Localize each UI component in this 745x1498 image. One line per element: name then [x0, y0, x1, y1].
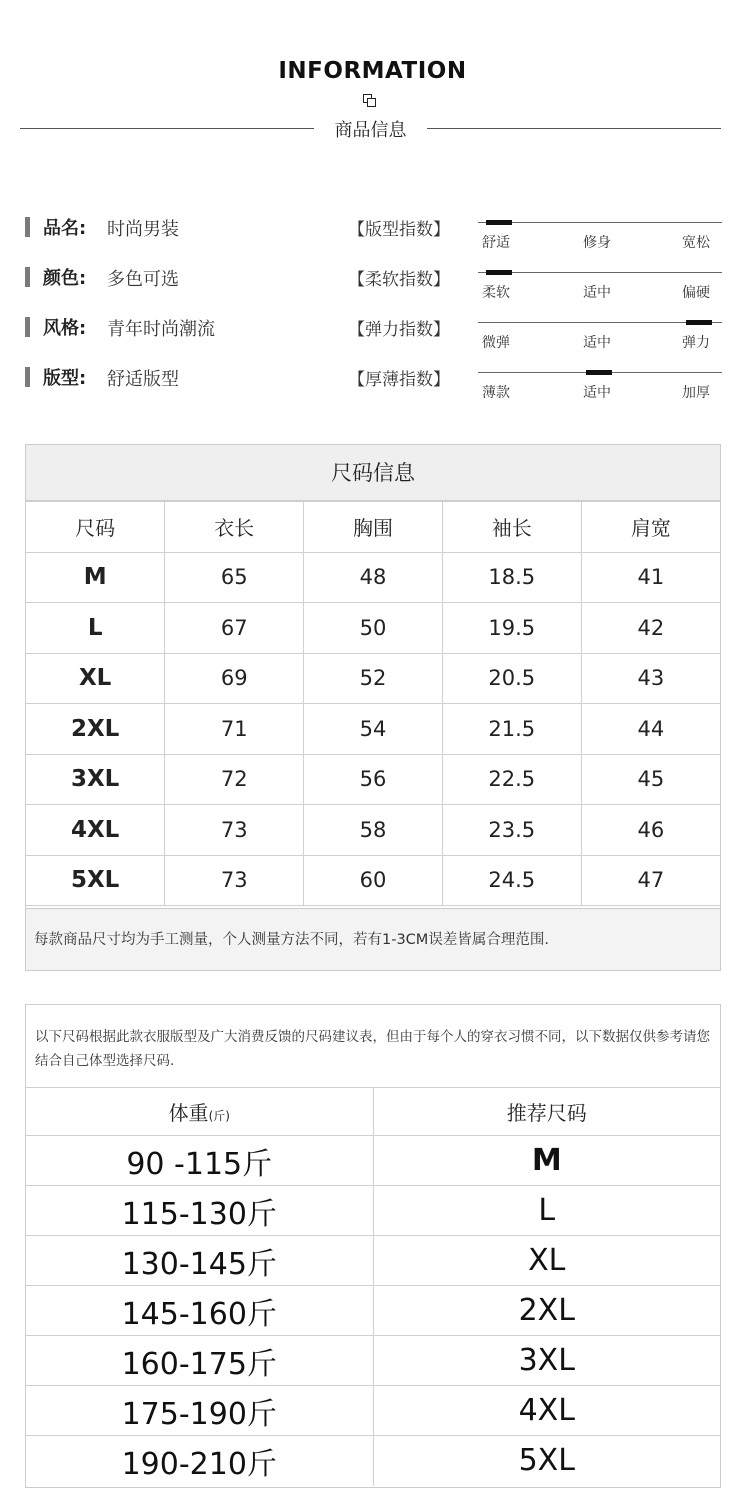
column-header: 衣长: [165, 502, 304, 553]
section-subtitle: 商品信息: [334, 120, 407, 141]
table-cell: 21.5: [442, 704, 581, 755]
scale-option: 适中: [583, 385, 611, 401]
table-cell: 73: [165, 855, 304, 906]
size-info-panel: [25, 444, 721, 971]
recommended-size-cell: 3XL: [373, 1336, 720, 1386]
column-header-size: 推荐尺码: [373, 1088, 720, 1136]
bullet-bar: [25, 267, 30, 287]
weight-cell: 115-130斤: [26, 1186, 373, 1236]
scale-option: 柔软: [482, 285, 510, 301]
info-value: 青年时尚潮流: [107, 319, 215, 340]
table-row: [26, 1136, 720, 1186]
info-value: 多色可选: [107, 269, 179, 290]
scale-fit: [478, 220, 722, 250]
table-cell: 41: [581, 552, 720, 603]
recommended-size-cell: L: [373, 1186, 720, 1236]
column-header: 袖长: [442, 502, 581, 553]
recommendation-note: 以下尺码根据此款衣服版型及广大消费反馈的尺码建议表，但由于每个人的穿衣习惯不同，以下数据仅供参考请您结合自己体型选择尺码.: [35, 1029, 710, 1069]
table-header-row: [26, 1088, 720, 1136]
table-cell: 54: [304, 704, 443, 755]
table-row: [26, 704, 720, 755]
table-row: [26, 552, 720, 603]
page-title: INFORMATION: [278, 58, 467, 84]
info-row-fit: [25, 362, 355, 392]
recommendation-table: [26, 1087, 720, 1486]
size-cell: XL: [26, 653, 165, 704]
size-cell: 2XL: [26, 704, 165, 755]
table-row: [26, 1186, 720, 1236]
measurement-note: 每款商品尺寸均为手工测量，个人测量方法不同，若有1-3CM误差皆属合理范围.: [26, 908, 720, 970]
table-cell: 58: [304, 805, 443, 856]
recommended-size-cell: M: [373, 1136, 720, 1186]
scale-marker: [486, 220, 512, 225]
table-cell: 67: [165, 603, 304, 654]
size-table: [26, 501, 720, 906]
scale-softness: [478, 270, 722, 300]
table-row: [26, 1336, 720, 1386]
scale-label-thickness: 【厚薄指数】: [348, 370, 450, 390]
table-cell: 60: [304, 855, 443, 906]
weight-cell: 190-210斤: [26, 1436, 373, 1486]
scale-label-fit: 【版型指数】: [348, 220, 450, 240]
table-cell: 52: [304, 653, 443, 704]
table-header-row: [26, 502, 720, 553]
table-cell: 48: [304, 552, 443, 603]
scale-marker: [586, 370, 612, 375]
info-label: 版型:: [43, 368, 87, 389]
info-label: 风格:: [43, 318, 87, 339]
bullet-bar: [25, 217, 30, 237]
header-divider-right: [427, 128, 721, 129]
size-cell: L: [26, 603, 165, 654]
bullet-bar: [25, 367, 30, 387]
weight-cell: 160-175斤: [26, 1336, 373, 1386]
weight-cell: 145-160斤: [26, 1286, 373, 1336]
info-row-name: [25, 212, 355, 242]
table-cell: 44: [581, 704, 720, 755]
weight-cell: 90 -115斤: [26, 1136, 373, 1186]
scale-option: 宽松: [682, 235, 710, 251]
info-value: 舒适版型: [107, 369, 179, 390]
scale-option: 修身: [583, 235, 611, 251]
weight-cell: 130-145斤: [26, 1236, 373, 1286]
scale-option: 加厚: [682, 385, 710, 401]
scale-option: 舒适: [482, 235, 510, 251]
size-recommendation-panel: [25, 1004, 721, 1488]
table-row: [26, 754, 720, 805]
scale-option: 偏硬: [682, 285, 710, 301]
table-cell: 23.5: [442, 805, 581, 856]
info-row-style: [25, 312, 355, 342]
table-row: [26, 603, 720, 654]
column-header-weight: [26, 1088, 373, 1136]
size-cell: 5XL: [26, 855, 165, 906]
table-cell: 72: [165, 754, 304, 805]
weight-unit-label: (斤): [208, 1109, 230, 1123]
table-cell: 46: [581, 805, 720, 856]
table-cell: 71: [165, 704, 304, 755]
table-cell: 43: [581, 653, 720, 704]
size-cell: 4XL: [26, 805, 165, 856]
info-row-color: [25, 262, 355, 292]
scale-option: 弹力: [682, 335, 710, 351]
table-row: [26, 1436, 720, 1486]
recommended-size-cell: XL: [373, 1236, 720, 1286]
scale-marker: [486, 270, 512, 275]
scale-label-softness: 【柔软指数】: [348, 270, 450, 290]
weight-cell: 175-190斤: [26, 1386, 373, 1436]
table-cell: 69: [165, 653, 304, 704]
scale-marker: [686, 320, 712, 325]
table-cell: 24.5: [442, 855, 581, 906]
table-cell: 22.5: [442, 754, 581, 805]
column-header: 肩宽: [581, 502, 720, 553]
table-cell: 18.5: [442, 552, 581, 603]
scale-option: 适中: [583, 285, 611, 301]
column-header: 尺码: [26, 502, 165, 553]
scale-option: 微弹: [482, 335, 510, 351]
table-row: [26, 1286, 720, 1336]
info-label: 颜色:: [43, 268, 87, 289]
table-cell: 19.5: [442, 603, 581, 654]
table-cell: 42: [581, 603, 720, 654]
scale-line: [478, 272, 722, 273]
size-cell: 3XL: [26, 754, 165, 805]
table-row: [26, 1236, 720, 1286]
table-cell: 47: [581, 855, 720, 906]
scale-option: 薄款: [482, 385, 510, 401]
scale-label-elasticity: 【弹力指数】: [348, 320, 450, 340]
info-value: 时尚男装: [107, 219, 179, 240]
table-row: [26, 805, 720, 856]
scale-elasticity: [478, 320, 722, 350]
table-row: [26, 855, 720, 906]
table-cell: 50: [304, 603, 443, 654]
size-table-title: 尺码信息: [26, 445, 720, 501]
table-row: [26, 653, 720, 704]
recommended-size-cell: 2XL: [373, 1286, 720, 1336]
size-cell: M: [26, 552, 165, 603]
recommended-size-cell: 4XL: [373, 1386, 720, 1436]
recommended-size-cell: 5XL: [373, 1436, 720, 1486]
info-label: 品名:: [43, 218, 87, 239]
table-cell: 56: [304, 754, 443, 805]
weight-header-label: 体重: [168, 1101, 209, 1125]
table-cell: 45: [581, 754, 720, 805]
table-cell: 73: [165, 805, 304, 856]
table-row: [26, 1386, 720, 1436]
scale-option: 适中: [583, 335, 611, 351]
table-cell: 65: [165, 552, 304, 603]
column-header: 胸围: [304, 502, 443, 553]
header-divider-left: [20, 128, 314, 129]
square-stack-icon: [363, 94, 376, 107]
bullet-bar: [25, 317, 30, 337]
scale-line: [478, 222, 722, 223]
scale-thickness: [478, 370, 722, 400]
table-cell: 20.5: [442, 653, 581, 704]
